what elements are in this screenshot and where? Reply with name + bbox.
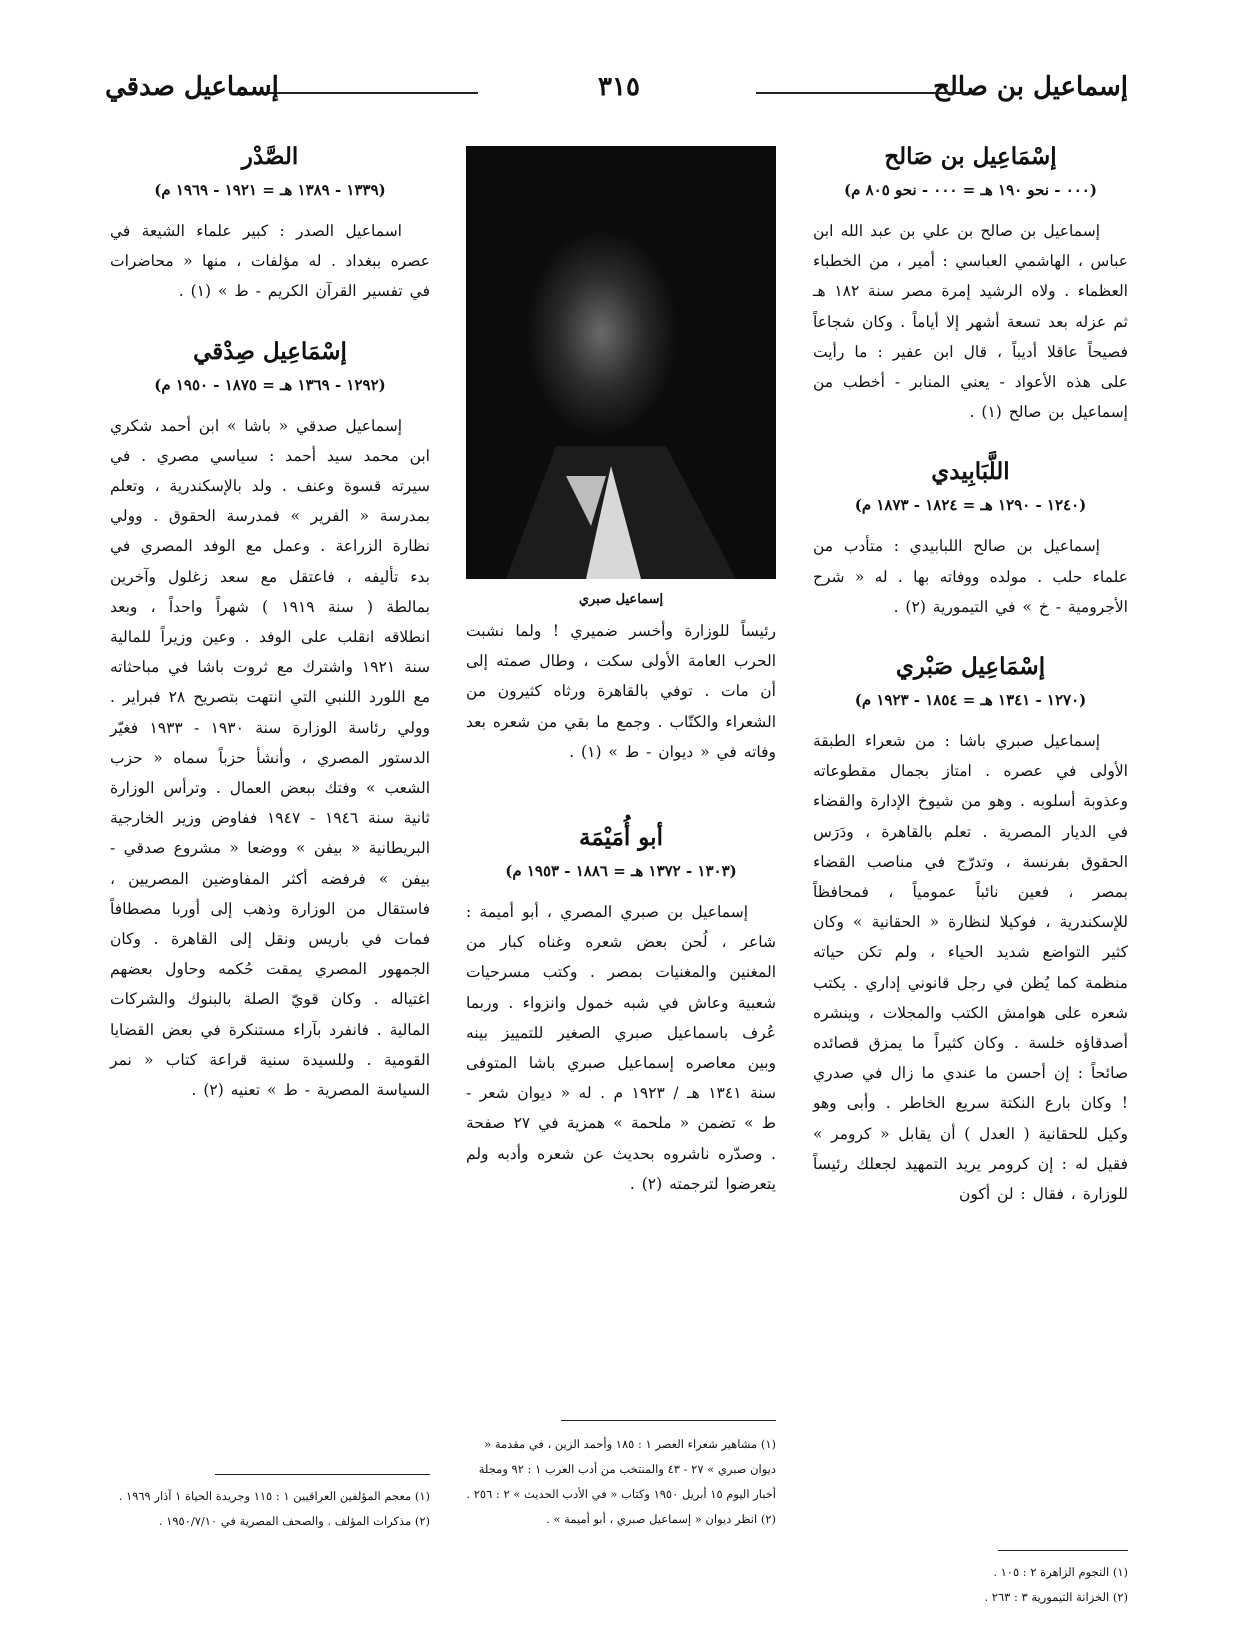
entry-dates: (١٣٠٣ - ١٣٧٢ هـ = ١٨٨٦ - ١٩٥٣ م) [505, 862, 737, 881]
footnotes-left [110, 1484, 430, 1534]
entry-title: إسْمَاعِيل بن صَالح [884, 143, 1057, 170]
entry-dates: (١٢٧٠ - ١٣٤١ هـ = ١٨٥٤ - ١٩٢٣ م) [854, 691, 1087, 710]
middle-column [466, 616, 776, 1199]
entry-title: الصَّدْر [241, 143, 299, 170]
portrait-image [466, 146, 776, 579]
footnote-rule-middle [561, 1420, 776, 1421]
entry-dates: (١٣٣٩ - ١٣٨٩ هـ = ١٩٢١ - ١٩٦٩ م) [154, 181, 386, 199]
entry-body: إسماعيل صبري باشا : من شعراء الطبقة الأولى في عصره . امتاز بجمال مقطوعاته وعذوبة أسلوبه . وهو من شيوخ الإدارة والقضاء في الديار المصرية . تعلم بالقاهرة ، ودَرَس الحقوق بفرنسة ، وتدرّج في مناصب القضاء بمصر ، فعين نائباً عمومياً ، فمحافظاً للإسكندرية ، فوكيلا لنظارة « الحقانية » وكان كثير التواضع شديد الحياء ، ولم تكن حياته منظمة كما يُظن في رجل قانوني إداري . يكتب شعره على هوامش الكتب والمجلات ، وينشره أصدقاؤه خلسة . وكان كثيراً ما يمزق قصائده صائحاً : إن أحسن ما عندي ما زال في صدري ! وكان بارع النكتة سريع الخاطر . وأبى وهو وكيل للحقانية ( العدل ) أن يقابل « كرومر » فقيل له : إن كرومر يريد التمهيد لجعلك رئيساً للوزارة ، فقال : لن أكون [813, 732, 1128, 1204]
footnote: (١) النجوم الزاهرة ٢ : ١٠٥ . [993, 1565, 1128, 1579]
entry-dates: (٠٠٠ - نحو ١٩٠ هـ = ٠٠٠ - نحو ٨٠٥ م) [844, 181, 1097, 199]
footnotes-middle [466, 1432, 776, 1532]
footnote: (١) معجم المؤلفين العراقيين ١ : ١١٥ وجريدة الحياة ١ آذار ١٩٦٩ . [118, 1489, 430, 1503]
page-number: ٣١٥ [598, 72, 640, 102]
entry-title: أبو أُمَيْمَة [579, 824, 663, 852]
entry-title: إسْمَاعِيل صِدْقي [193, 337, 347, 365]
entry-dates: (١٢٩٢ - ١٣٦٩ هـ = ١٨٧٥ - ١٩٥٠ م) [154, 375, 386, 394]
footnote-rule-right [998, 1550, 1128, 1551]
photo-caption: إسماعيل صبري [578, 592, 664, 607]
footnotes-right [813, 1560, 1128, 1610]
entry-title: اللَّبَابِيدي [931, 458, 1010, 486]
running-header-right: إسماعيل بن صالح [933, 72, 1128, 102]
footnote: (٢) مذكرات المؤلف . والصحف المصرية في ١٩٥٠/٧/١٠ . [158, 1514, 430, 1528]
entry-body: إسماعيل بن صالح بن علي بن عبد الله ابن عباس ، الهاشمي العباسي : أمير ، من الخطباء العظماء . ولاه الرشيد إمرة مصر سنة ١٨٢ هـ ثم عزله بعد تسعة أشهر إلا أياماً . وكان شجاعاً فصيحاً عاقلا أديباً ، قال ابن عفير : ما رأيت على هذه الأعواد - يعني المنابر - أخطب من إسماعيل بن صالح (١) . [813, 222, 1128, 422]
entry-body: إسماعيل بن صبري المصري ، أبو أميمة : شاعر ، لُحن بعض شعره وغناه كبار من المغنين والمغنيات بمصر . وكتب مسرحيات شعبية وعاش في شبه خمول وانزواء . وربما عُرف باسماعيل صبري الصغير للتمييز بينه وبين معاصره إسماعيل صبري باشا المتوفى سنة ١٣٤١ هـ / ١٩٢٣ م . له « ديوان شعر - ط » تضمن « ملحمة » همزية في ٢٧ صفحة . وصدّره ناشروه بحديث عن شعره وأدبه ولم يتعرضوا لترجمته (٢) . [466, 903, 776, 1193]
footnote: (١) مشاهير شعراء العصر ١ : ١٨٥ وأحمد الزين ، في مقدمة « ديوان صبري » ٢٧ - ٤٣ والمنتخب من أدب العرب ١ : ٩٢ ومجلة أخبار اليوم ١٥ أبريل ١٩٥٠ وكتاب « في الأدب الحديث » ٢ : ٢٥٦ . [466, 1437, 776, 1501]
entry-body: اسماعيل الصدر : كبير علماء الشيعة في عصره ببغداد . له مؤلفات ، منها « محاضرات في تفسير القرآن الكريم - ط » (١) . [110, 222, 430, 301]
entry-title: إسْمَاعِيل صَبْري [895, 653, 1046, 681]
right-column [813, 140, 1128, 1209]
footnote-rule-left [215, 1474, 430, 1475]
entry-body: إسماعيل صدقي « باشا » ابن أحمد شكري ابن محمد سيد أحمد : سياسي مصري . في سيرته قسوة وعنف . ولد بالإسكندرية ، وتعلم بمدرسة « الفرير » فمدرسة الحقوق . وولي نظارة الزراعة . وعمل مع الوفد المصري في بدء تأليفه ، فاعتقل مع سعد زغلول وآخرين بمالطة ( سنة ١٩١٩ ) شهراً واحداً ، وبعد انطلاقه انقلب على الوفد . وعين وزيراً للمالية سنة ١٩٢١ واشترك مع ثروت باشا في مباحثاته مع اللورد اللنبي التي انتهت بتصريح ٢٨ فبراير . وولي رئاسة الوزارة سنة ١٩٣٠ - ١٩٣٣ فغيّر الدستور المصري ، وأنشأ حزباً سماه « حزب الشعب » وفتك ببعض العمال . وترأس الوزارة ثانية سنة ١٩٤٦ - ١٩٤٧ ففاوض وزير الخارجية البريطانية « بيفن » ووضعا « مشروع صدقي - بيفن » فرفضه أكثر المفاوضين المصريين ، فاستقال من الوزارة وذهب إلى أوربا مصطافاً فمات في باريس ونقل إلى القاهرة . وكان الجمهور المصري يمقت حُكمه وحاول بعضهم اغتياله . وكان قويّ الصلة بالبنوك والشركات المالية . فانفرد بآراء مستنكرة في بعض القضايا القومية . وللسيدة سنية قراعة كتاب « نمر السياسة المصرية - ط » تعنيه (٢) . [110, 416, 430, 1100]
entry-dates: (١٢٤٠ - ١٢٩٠ هـ = ١٨٢٤ - ١٨٧٣ م) [854, 496, 1087, 515]
footnote: (٢) الخزانة التيمورية ٣ : ٢٦٣ . [984, 1590, 1128, 1604]
left-column [110, 140, 430, 1105]
entry-body: إسماعيل بن صالح اللبابيدي : متأدب من علماء حلب . مولده ووفاته بها . له « شرح الأجرومية - خ » في التيمورية (٢) . [813, 537, 1128, 616]
running-header-left: إسماعيل صدقي [105, 72, 279, 102]
entry-continuation: رئيساً للوزارة وأخسر ضميري ! ولما نشبت الحرب العامة الأولى سكت ، وطال صمته إلى أن مات . توفي بالقاهرة ورثاه كثيرون من الشعراء والكتّاب . وجمع ما بقي من شعره بعد وفاته في « ديوان - ط » (١) . [466, 622, 776, 761]
portrait-photo [466, 146, 776, 579]
footnote: (٢) انظر ديوان « إسماعيل صبري ، أبو أميمة » . [546, 1512, 776, 1526]
